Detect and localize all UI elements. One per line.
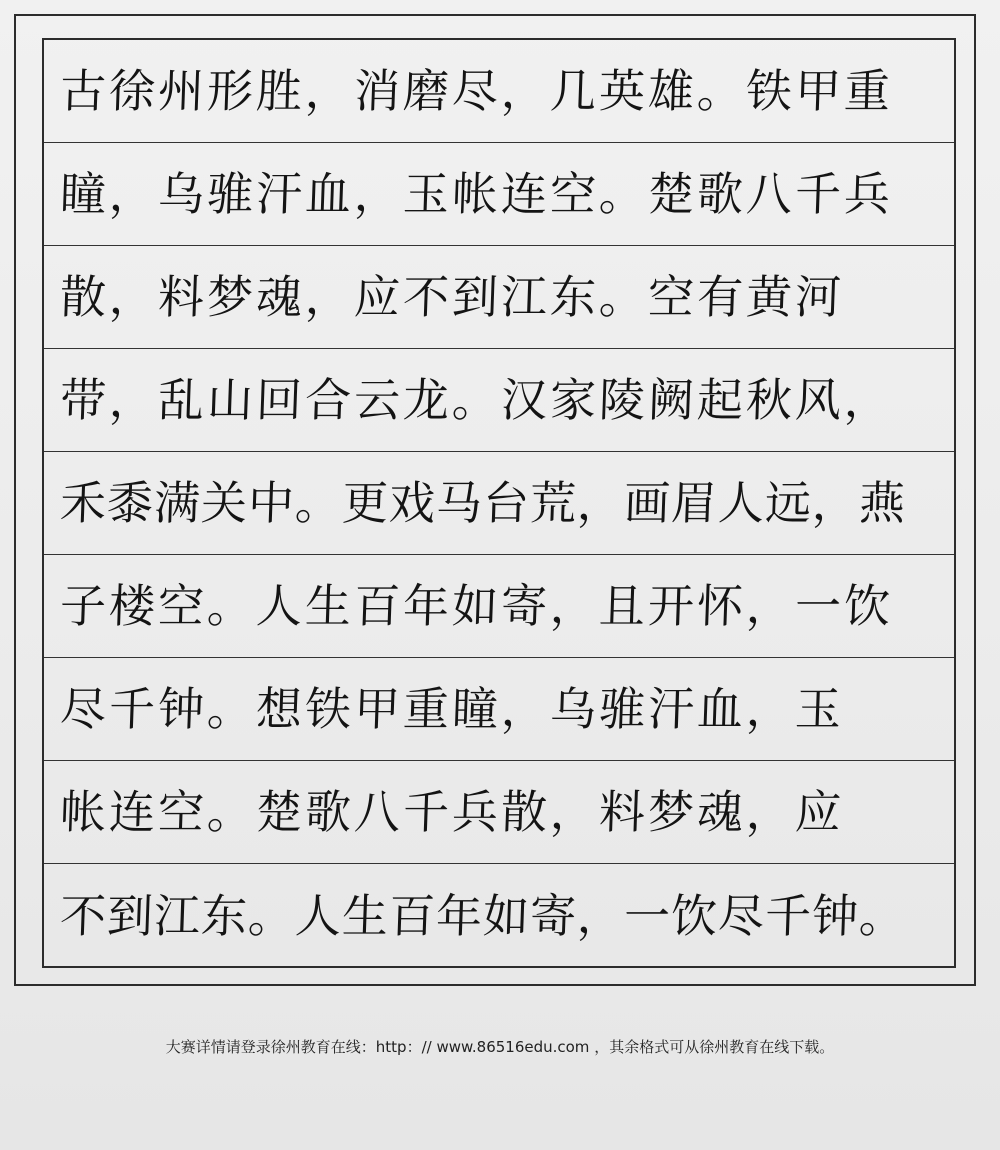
handwritten-text: 不到江东。人生百年如寄，一饮尽千钟。: [59, 888, 907, 943]
handwritten-text: 帐连空。楚歌八千兵散，料梦魂，应: [59, 785, 845, 839]
writing-line-3: [44, 246, 954, 349]
writing-line-7: [44, 658, 954, 761]
writing-line-1: [44, 40, 954, 143]
writing-line-2: [44, 143, 954, 246]
handwritten-text: 带，乱山回合云龙。汉家陵阙起秋风，: [59, 373, 894, 427]
writing-grid: [42, 38, 956, 968]
handwritten-text: 散，料梦魂，应不到江东。空有黄河: [59, 270, 845, 324]
handwritten-text: 古徐州形胜，消磨尽，几英雄。铁甲重: [59, 64, 894, 118]
footer-note: 大赛详情请登录徐州教育在线：http：// www.86516edu.com ，其余格式可从徐州教育在线下载。: [165, 1038, 835, 1056]
writing-line-9: [44, 864, 954, 967]
writing-line-5: [44, 452, 954, 555]
handwritten-text: 禾黍满关中。更戏马台荒，画眉人远，燕: [59, 476, 907, 530]
handwritten-text: 尽千钟。想铁甲重瞳，乌骓汗血，玉: [59, 682, 845, 736]
writing-line-6: [44, 555, 954, 658]
writing-line-8: [44, 761, 954, 864]
writing-line-4: [44, 349, 954, 452]
handwritten-text: 子楼空。人生百年如寄，且开怀，一饮: [59, 579, 894, 633]
handwritten-text: 瞳，乌骓汗血，玉帐连空。楚歌八千兵: [59, 167, 894, 221]
